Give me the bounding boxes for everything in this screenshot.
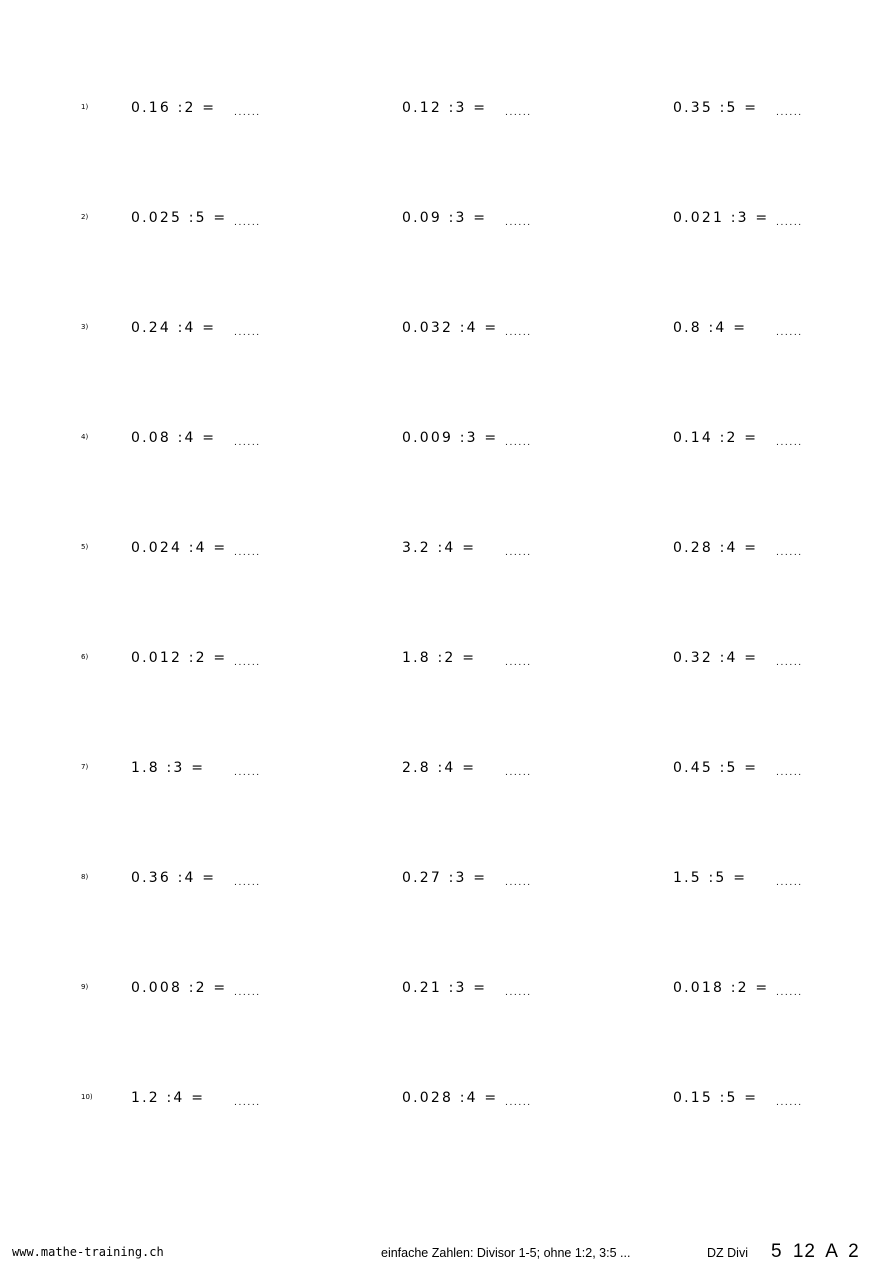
- division-expression: 0.45 :5 =: [673, 760, 759, 776]
- exercise-row: [0, 980, 893, 1010]
- exercise-number: 7): [81, 763, 89, 771]
- division-expression: 0.008 :2 =: [131, 980, 228, 996]
- division-task: [673, 870, 893, 894]
- division-expression: 0.14 :2 =: [673, 430, 759, 446]
- division-expression: 0.028 :4 =: [402, 1090, 499, 1106]
- division-task: [131, 870, 391, 894]
- division-task: [673, 100, 893, 124]
- exercise-row: [0, 650, 893, 680]
- answer-blank[interactable]: ......: [234, 878, 261, 888]
- answer-blank[interactable]: ......: [505, 658, 532, 668]
- answer-blank[interactable]: ......: [505, 988, 532, 998]
- division-task: [673, 540, 893, 564]
- division-task: [673, 210, 893, 234]
- exercise-number: 5): [81, 543, 89, 551]
- answer-blank[interactable]: ......: [776, 438, 803, 448]
- division-expression: 0.12 :3 =: [402, 100, 488, 116]
- answer-blank[interactable]: ......: [234, 218, 261, 228]
- answer-blank[interactable]: ......: [505, 108, 532, 118]
- division-task: [402, 540, 662, 564]
- division-task: [402, 320, 662, 344]
- exercise-row: [0, 1090, 893, 1120]
- division-expression: 2.8 :4 =: [402, 760, 477, 776]
- division-expression: 0.009 :3 =: [402, 430, 499, 446]
- exercise-row: [0, 210, 893, 240]
- division-task: [131, 1090, 391, 1114]
- exercise-row: [0, 430, 893, 460]
- exercise-number: 6): [81, 653, 89, 661]
- division-expression: 0.16 :2 =: [131, 100, 217, 116]
- answer-blank[interactable]: ......: [505, 218, 532, 228]
- division-task: [402, 650, 662, 674]
- answer-blank[interactable]: ......: [505, 1098, 532, 1108]
- answer-blank[interactable]: ......: [234, 1098, 261, 1108]
- division-expression: 1.8 :2 =: [402, 650, 477, 666]
- division-expression: 1.8 :3 =: [131, 760, 206, 776]
- division-task: [131, 430, 391, 454]
- division-task: [673, 1090, 893, 1114]
- answer-blank[interactable]: ......: [776, 218, 803, 228]
- division-task: [131, 540, 391, 564]
- division-expression: 1.2 :4 =: [131, 1090, 206, 1106]
- answer-blank[interactable]: ......: [776, 768, 803, 778]
- answer-blank[interactable]: ......: [776, 108, 803, 118]
- division-expression: 0.24 :4 =: [131, 320, 217, 336]
- answer-blank[interactable]: ......: [776, 878, 803, 888]
- answer-blank[interactable]: ......: [505, 438, 532, 448]
- division-expression: 0.32 :4 =: [673, 650, 759, 666]
- exercise-number: 8): [81, 873, 89, 881]
- division-task: [673, 320, 893, 344]
- footer-code: DZ Divi: [707, 1246, 748, 1260]
- answer-blank[interactable]: ......: [234, 768, 261, 778]
- division-task: [131, 650, 391, 674]
- answer-blank[interactable]: ......: [234, 658, 261, 668]
- division-expression: 0.032 :4 =: [402, 320, 499, 336]
- division-task: [402, 760, 662, 784]
- division-expression: 0.021 :3 =: [673, 210, 770, 226]
- division-task: [131, 210, 391, 234]
- exercise-row: [0, 870, 893, 900]
- exercise-number: 9): [81, 983, 89, 991]
- footer-sheet-id: 5 12 A 2: [771, 1241, 860, 1262]
- division-expression: 0.09 :3 =: [402, 210, 488, 226]
- division-expression: 0.012 :2 =: [131, 650, 228, 666]
- division-expression: 0.025 :5 =: [131, 210, 228, 226]
- answer-blank[interactable]: ......: [234, 328, 261, 338]
- division-task: [673, 650, 893, 674]
- exercise-number: 10): [81, 1093, 93, 1101]
- answer-blank[interactable]: ......: [234, 438, 261, 448]
- answer-blank[interactable]: ......: [234, 108, 261, 118]
- division-expression: 0.15 :5 =: [673, 1090, 759, 1106]
- division-expression: 3.2 :4 =: [402, 540, 477, 556]
- exercise-row: [0, 320, 893, 350]
- exercise-number: 4): [81, 433, 89, 441]
- division-expression: 0.27 :3 =: [402, 870, 488, 886]
- division-task: [673, 980, 893, 1004]
- division-task: [402, 100, 662, 124]
- answer-blank[interactable]: ......: [505, 878, 532, 888]
- division-expression: 0.35 :5 =: [673, 100, 759, 116]
- division-task: [131, 980, 391, 1004]
- answer-blank[interactable]: ......: [776, 1098, 803, 1108]
- answer-blank[interactable]: ......: [505, 548, 532, 558]
- answer-blank[interactable]: ......: [234, 548, 261, 558]
- division-task: [131, 100, 391, 124]
- division-expression: 0.018 :2 =: [673, 980, 770, 996]
- answer-blank[interactable]: ......: [776, 328, 803, 338]
- division-task: [131, 760, 391, 784]
- division-task: [673, 760, 893, 784]
- division-expression: 0.21 :3 =: [402, 980, 488, 996]
- division-expression: 0.28 :4 =: [673, 540, 759, 556]
- answer-blank[interactable]: ......: [776, 988, 803, 998]
- exercise-row: [0, 760, 893, 790]
- answer-blank[interactable]: ......: [776, 658, 803, 668]
- division-task: [673, 430, 893, 454]
- exercise-row: [0, 100, 893, 130]
- division-task: [402, 210, 662, 234]
- division-task: [402, 980, 662, 1004]
- division-expression: 1.5 :5 =: [673, 870, 748, 886]
- division-expression: 0.8 :4 =: [673, 320, 748, 336]
- division-expression: 0.36 :4 =: [131, 870, 217, 886]
- division-expression: 0.08 :4 =: [131, 430, 217, 446]
- answer-blank[interactable]: ......: [505, 328, 532, 338]
- exercise-number: 2): [81, 213, 89, 221]
- division-task: [402, 1090, 662, 1114]
- answer-blank[interactable]: ......: [505, 768, 532, 778]
- division-task: [402, 870, 662, 894]
- division-task: [131, 320, 391, 344]
- division-expression: 0.024 :4 =: [131, 540, 228, 556]
- exercise-number: 3): [81, 323, 89, 331]
- division-task: [402, 430, 662, 454]
- answer-blank[interactable]: ......: [234, 988, 261, 998]
- exercise-row: [0, 540, 893, 570]
- answer-blank[interactable]: ......: [776, 548, 803, 558]
- footer-url: www.mathe-training.ch: [12, 1245, 164, 1259]
- footer-description: einfache Zahlen: Divisor 1-5; ohne 1:2, 3:5 ...: [381, 1246, 631, 1260]
- exercise-number: 1): [81, 103, 89, 111]
